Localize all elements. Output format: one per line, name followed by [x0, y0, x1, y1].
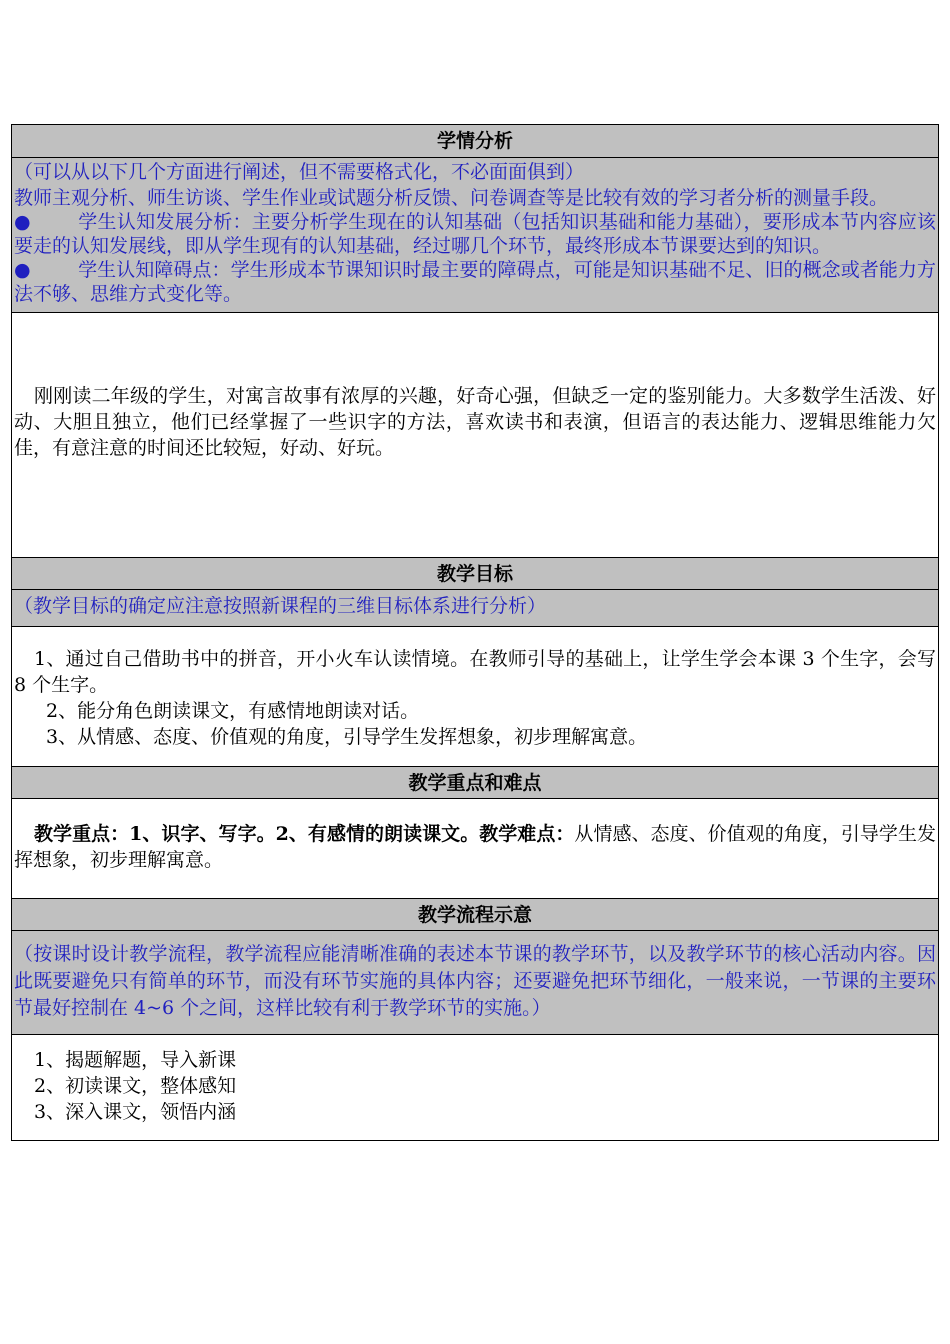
content-text: 刚刚读二年级的学生，对寓言故事有浓厚的兴趣，好奇心强，但缺乏一定的鉴别能力。大多数学生活泼、好动、大胆且独立，他们已经掌握了一些识字的方法，喜欢读书和表演，但语言的表达能力、逻辑思维能力欠佳，有意注意的时间还比较短，好动、好玩。 [14, 385, 936, 459]
flow-item: 3、深入课文，领悟内涵 [34, 1101, 237, 1123]
guide-note: （教学目标的确定应注意按照新课程的三维目标体系进行分析） [14, 595, 547, 617]
content-teaching-goals [12, 626, 938, 766]
guide-teaching-flow [12, 930, 938, 1034]
difficulty-text: 从情感、态度、价值观的角度，引导学生发挥想象，初步理解寓意。 [14, 823, 936, 871]
key-label: 教学重点： [34, 823, 130, 845]
guide-bullet-text: 学生认知发展分析：主要分析学生现在的认知基础（包括知识基础和能力基础），要形成本节内容应该要走的认知发展线，即从学生现有的认知基础，经过哪几个环节，最终形成本节课要达到的知识。 [14, 211, 936, 257]
bullet-icon: ● [14, 211, 31, 233]
section-title-learning-analysis: 学情分析 [12, 125, 938, 157]
section-title-teaching-flow: 教学流程示意 [12, 898, 938, 930]
key-text: 1、识字、写字。2、有感情的朗读课文。 [129, 823, 480, 845]
flow-item: 1、揭题解题，导入新课 [34, 1049, 237, 1071]
guide-learning-analysis [12, 157, 938, 312]
goal-item: 1、通过自己借助书中的拼音，开小火车认读情境。在教师引导的基础上，让学生学会本课 3 个生字，会写 8 个生字。 [14, 648, 936, 696]
content-teaching-flow [12, 1034, 938, 1140]
guide-bullet [14, 258, 936, 306]
flow-item: 2、初读课文，整体感知 [34, 1075, 237, 1097]
content-learning-analysis [12, 312, 938, 557]
section-title-teaching-goals: 教学目标 [12, 557, 938, 589]
guide-bullet-text: 学生认知障碍点：学生形成本节课知识时最主要的障碍点，可能是知识基础不足、旧的概念或者能力方法不够、思维方式变化等。 [14, 259, 936, 305]
guide-note: （可以从以下几个方面进行阐述，但不需要格式化，不必面面俱到） [14, 161, 585, 183]
difficulty-label: 教学难点： [479, 823, 575, 845]
bullet-icon: ● [14, 259, 31, 281]
content-key-points [12, 798, 938, 898]
lesson-plan-table [11, 124, 939, 1141]
guide-intro: 教师主观分析、师生访谈、学生作业或试题分析反馈、问卷调查等是比较有效的学习者分析的测量手段。 [14, 187, 889, 209]
section-title-key-points: 教学重点和难点 [12, 766, 938, 798]
goal-item: 3、从情感、态度、价值观的角度，引导学生发挥想象，初步理解寓意。 [46, 726, 648, 748]
goal-item: 2、能分角色朗读课文，有感情地朗读对话。 [46, 700, 420, 722]
guide-teaching-goals [12, 589, 938, 626]
guide-note: （按课时设计教学流程，教学流程应能清晰准确的表述本节课的教学环节，以及教学环节的核心活动内容。因此既要避免只有简单的环节，而没有环节实施的具体内容；还要避免把环节细化，一般来说，一节课的主要环节最好控制在 4~6 个之间，这样比较有利于教学环节的实施。） [14, 943, 936, 1019]
key-points-text [14, 821, 936, 873]
guide-bullet [14, 210, 936, 258]
